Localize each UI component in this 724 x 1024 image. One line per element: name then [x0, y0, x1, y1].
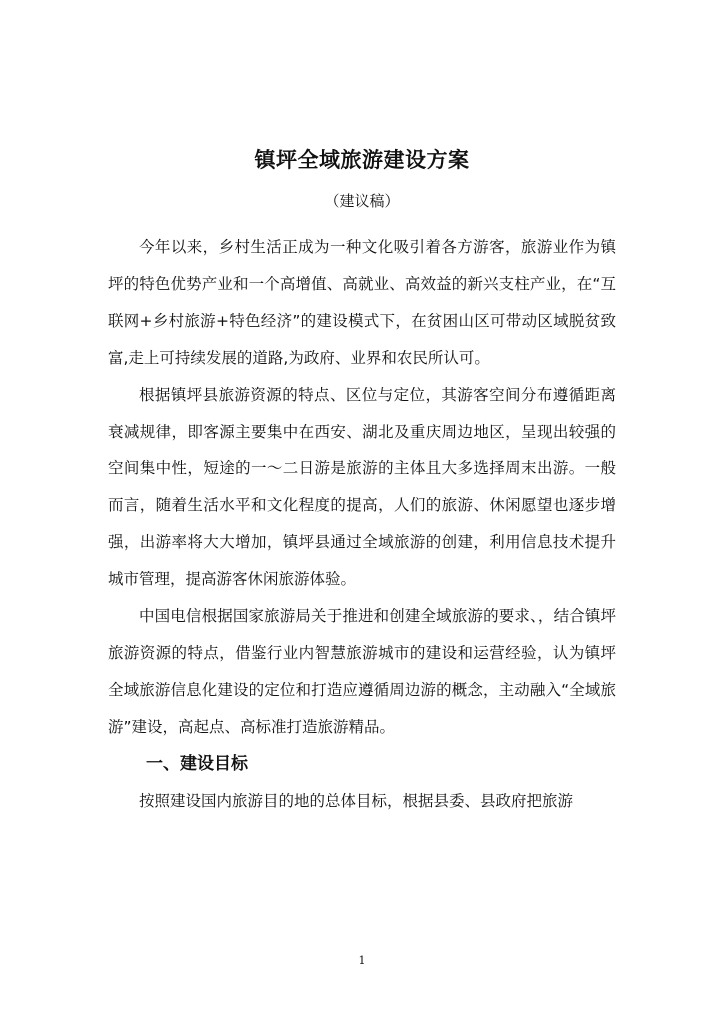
body-paragraph: 中国电信根据国家旅游局关于推进和创建全域旅游的要求、，结合镇坪旅游资源的特点，借鉴行业内智慧旅游城市的建设和运营经验，认为镇坪全域旅游信息化建设的定位和打造应遵循周边游的概念，主动融入“全域旅游”建设，高起点、高标准打造旅游精品。 — [108, 607, 616, 736]
body-paragraph: 根据镇坪县旅游资源的特点、区位与定位，其游客空间分布遵循距离衰减规律，即客源主要集中在西安、湖北及重庆周边地区，呈现出较强的空间集中性，短途的一～二日游是旅游的主体且大多选择周末出游。一般而言，随着生活水平和文化程度的提高，人们的旅游、休闲愿望也逐步增强，出游率将大大增加，镇坪县通过全域旅游的创建，利用信息技术提升城市管理，提高游客休闲旅游体验。 — [108, 385, 616, 589]
document-title: 镇坪全域旅游建设方案 — [254, 148, 470, 172]
section-paragraph: 按照建设国内旅游目的地的总体目标，根据县委、县政府把旅游 — [139, 791, 574, 810]
document-body — [108, 229, 616, 820]
section-heading: 一、建设目标 — [146, 753, 248, 774]
body-paragraph: 今年以来，乡村生活正成为一种文化吸引着各方游客，旅游业作为镇坪的特色优势产业和一个高增值、高就业、高效益的新兴支柱产业，在“互联网+乡村旅游+特色经济”的建设模式下，在贫困山区可带动区域脱贫致富,走上可持续发展的道路,为政府、业界和农民所认可。 — [108, 238, 616, 367]
document-subtitle: （建议稿） — [324, 192, 400, 210]
page-number: 1 — [358, 954, 366, 967]
